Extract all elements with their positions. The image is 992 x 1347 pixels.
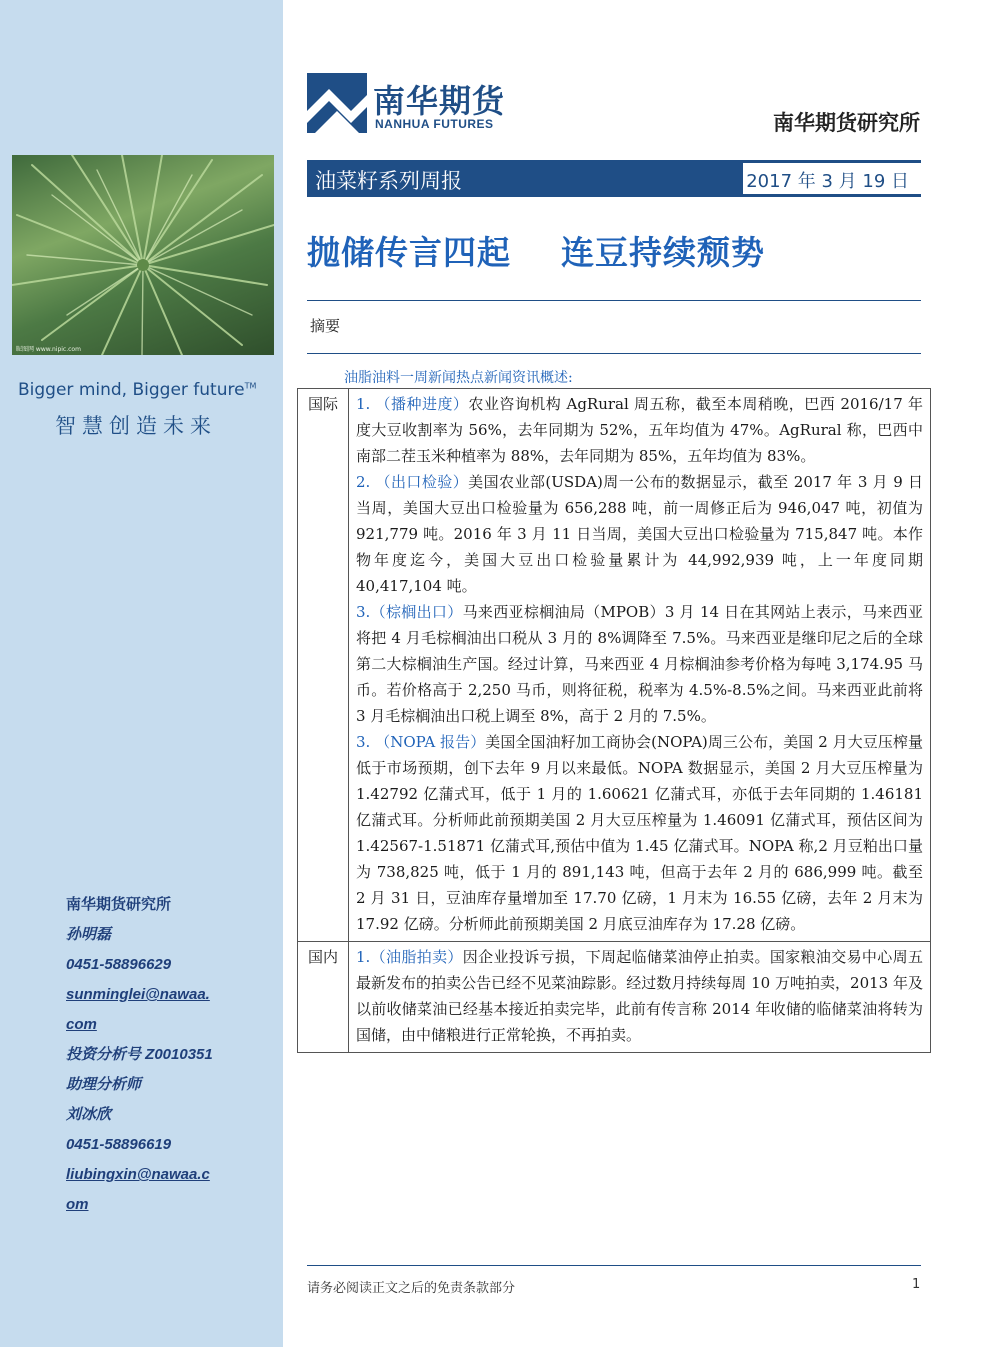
contact-phone: 0451-58896619 <box>66 1136 172 1153</box>
news-item-text: 美国全国油籽加工商协会(NOPA)周三公布，美国 2 月大豆压榨量低于市场预期，创下去年 9 月以来最低。NOPA 数据显示，美国 2 月大豆压榨量为 1.42792 亿蒲式耳，低于 1 月的 1.60621 亿蒲式耳，亦低于去年同期的 1.46181 亿蒲式耳。分析师此前预期美国 2 月大豆压榨量为 1.46091 亿蒲式耳，预估区间为 1.42567-1.51871 亿蒲式耳,预估中值为 1.45 亿蒲式耳。NOPA 称,2 月豆粕出口量为 738,825 吨，低于 1 月的 891,143 吨，但高于去年 2 月的 686,999 吨。截至 2 月 31 日，豆油库存量增加至 17.70 亿磅，1 月末为 16.55 亿磅，去年 2 月末为 17.92 亿磅。分析师此前预期美国 2 月底豆油库存为 17.28 亿磅。 <box>356 733 923 933</box>
slogan-english <box>18 380 256 400</box>
news-item-text: 美国农业部(USDA)周一公布的数据显示，截至 2017 年 3 月 9 日当周，美国大豆出口检验量为 656,288 吨，前一周修正后为 946,047 吨，初值为 921,779 吨。2016 年 3 月 11 日当周，美国大豆出口检验量为 715,847 吨。本作物年度迄今，美国大豆出口检验量累计为 44,992,939 吨，上一年度同期 40,417,104 吨。 <box>356 473 923 595</box>
news-table <box>297 388 931 1053</box>
news-item <box>356 729 923 937</box>
news-item-text: 马来西亚棕榈油局（MPOB）3 月 14 日在其网站上表示，马来西亚将把 4 月毛棕榈油出口税从 3 月的 8%调降至 7.5%。马来西亚是继印尼之后的全球第二大棕榈油生产国。经过计算，马来西亚 4 月棕榈油参考价格为每吨 3,174.95 马币。若价格高于 2,250 马币，则将征税，税率为 4.5%-8.5%之间。马来西亚此前将 3 月毛棕榈油出口税上调至 8%，高于 2 月的 7.5%。 <box>356 603 923 725</box>
news-item-tag: 1. （播种进度） <box>356 395 469 413</box>
news-row <box>298 389 931 942</box>
report-series-title: 油菜籽系列周报 <box>315 169 462 193</box>
news-item <box>356 599 923 729</box>
contact-link[interactable]: om <box>66 1196 89 1213</box>
news-table-caption: 油脂油料一周新闻热点新闻资讯概述: <box>344 370 573 386</box>
news-region: 国际 <box>298 389 349 942</box>
news-item <box>356 944 923 1048</box>
report-headline: 抛储传言四起 连豆持续颓势 <box>307 233 765 272</box>
news-item <box>356 391 923 469</box>
news-item-tag: 3.（棕榈出口） <box>356 603 463 621</box>
news-table-body <box>298 389 931 1053</box>
slogan-english-text: Bigger mind, Bigger future <box>18 380 245 400</box>
contact-title: 南华期货研究所 <box>66 896 172 913</box>
sidebar <box>0 0 283 1347</box>
contact-name: 孙明磊 <box>66 926 112 943</box>
footer-divider <box>307 1265 921 1266</box>
news-row <box>298 942 931 1053</box>
divider-top <box>307 300 921 301</box>
report-date-box <box>743 163 921 194</box>
news-item-text: 农业咨询机构 AgRural 周五称，截至本周稍晚，巴西 2016/17 年度大豆收割率为 56%，去年同期为 52%，五年均值为 47%。AgRural 称，巴西中南部二茬玉米种植率为 88%，去年同期为 85%，五年均值为 83%。 <box>356 395 923 465</box>
news-item-tag: 2. （出口检验） <box>356 473 469 491</box>
logo-english-name: NANHUA FUTURES <box>375 117 494 131</box>
nanhua-logo-icon <box>307 73 367 133</box>
footer-disclaimer: 请务必阅读正文之后的免责条款部分 <box>307 1281 516 1296</box>
summary-label: 摘要 <box>310 317 341 335</box>
news-item-text: 因企业投诉亏损，下周起临储菜油停止拍卖。国家粮油交易中心周五最新发布的拍卖公告已经不见菜油踪影。经过数月持续每周 10 万吨拍卖，2013 年及以前收储菜油已经基本接近拍卖完毕，此前有传言称 2014 年收储的临储菜油将转为国储，由中储粮进行正常轮换，不再拍卖。 <box>356 948 923 1044</box>
trademark-mark: TM <box>244 381 257 391</box>
news-region: 国内 <box>298 942 349 1053</box>
news-item-tag: 3. （NOPA 报告） <box>356 733 486 751</box>
news-item-tag: 1.（油脂拍卖） <box>356 948 463 966</box>
slogan-chinese: 智慧创造未来 <box>55 414 217 438</box>
contact-text: 投资分析号 Z0010351 <box>66 1046 213 1063</box>
divider-summary <box>307 353 921 354</box>
logo-chinese-name: 南华期货 <box>373 82 506 120</box>
rapeseed-photo <box>12 155 274 355</box>
contact-link[interactable]: sunminglei@nawaa. <box>66 986 210 1003</box>
institute-name: 南华期货研究所 <box>773 111 920 135</box>
news-content <box>349 942 931 1053</box>
rapeseed-pods-image <box>12 155 274 355</box>
news-item <box>356 469 923 599</box>
contact-phone: 0451-58896629 <box>66 956 172 973</box>
contact-text: 助理分析师 <box>66 1076 142 1093</box>
photo-credit: 昵图网 www.nipic.com <box>16 346 81 353</box>
contact-link[interactable]: com <box>66 1016 97 1033</box>
contact-link[interactable]: liubingxin@nawaa.c <box>66 1166 210 1183</box>
page-number: 1 <box>912 1277 921 1292</box>
news-content <box>349 389 931 942</box>
analyst-contact-block <box>66 890 246 1220</box>
contact-name: 刘冰欣 <box>66 1106 112 1123</box>
report-banner <box>307 160 921 197</box>
report-date: 2017 年 3 月 19 日 <box>746 171 909 192</box>
